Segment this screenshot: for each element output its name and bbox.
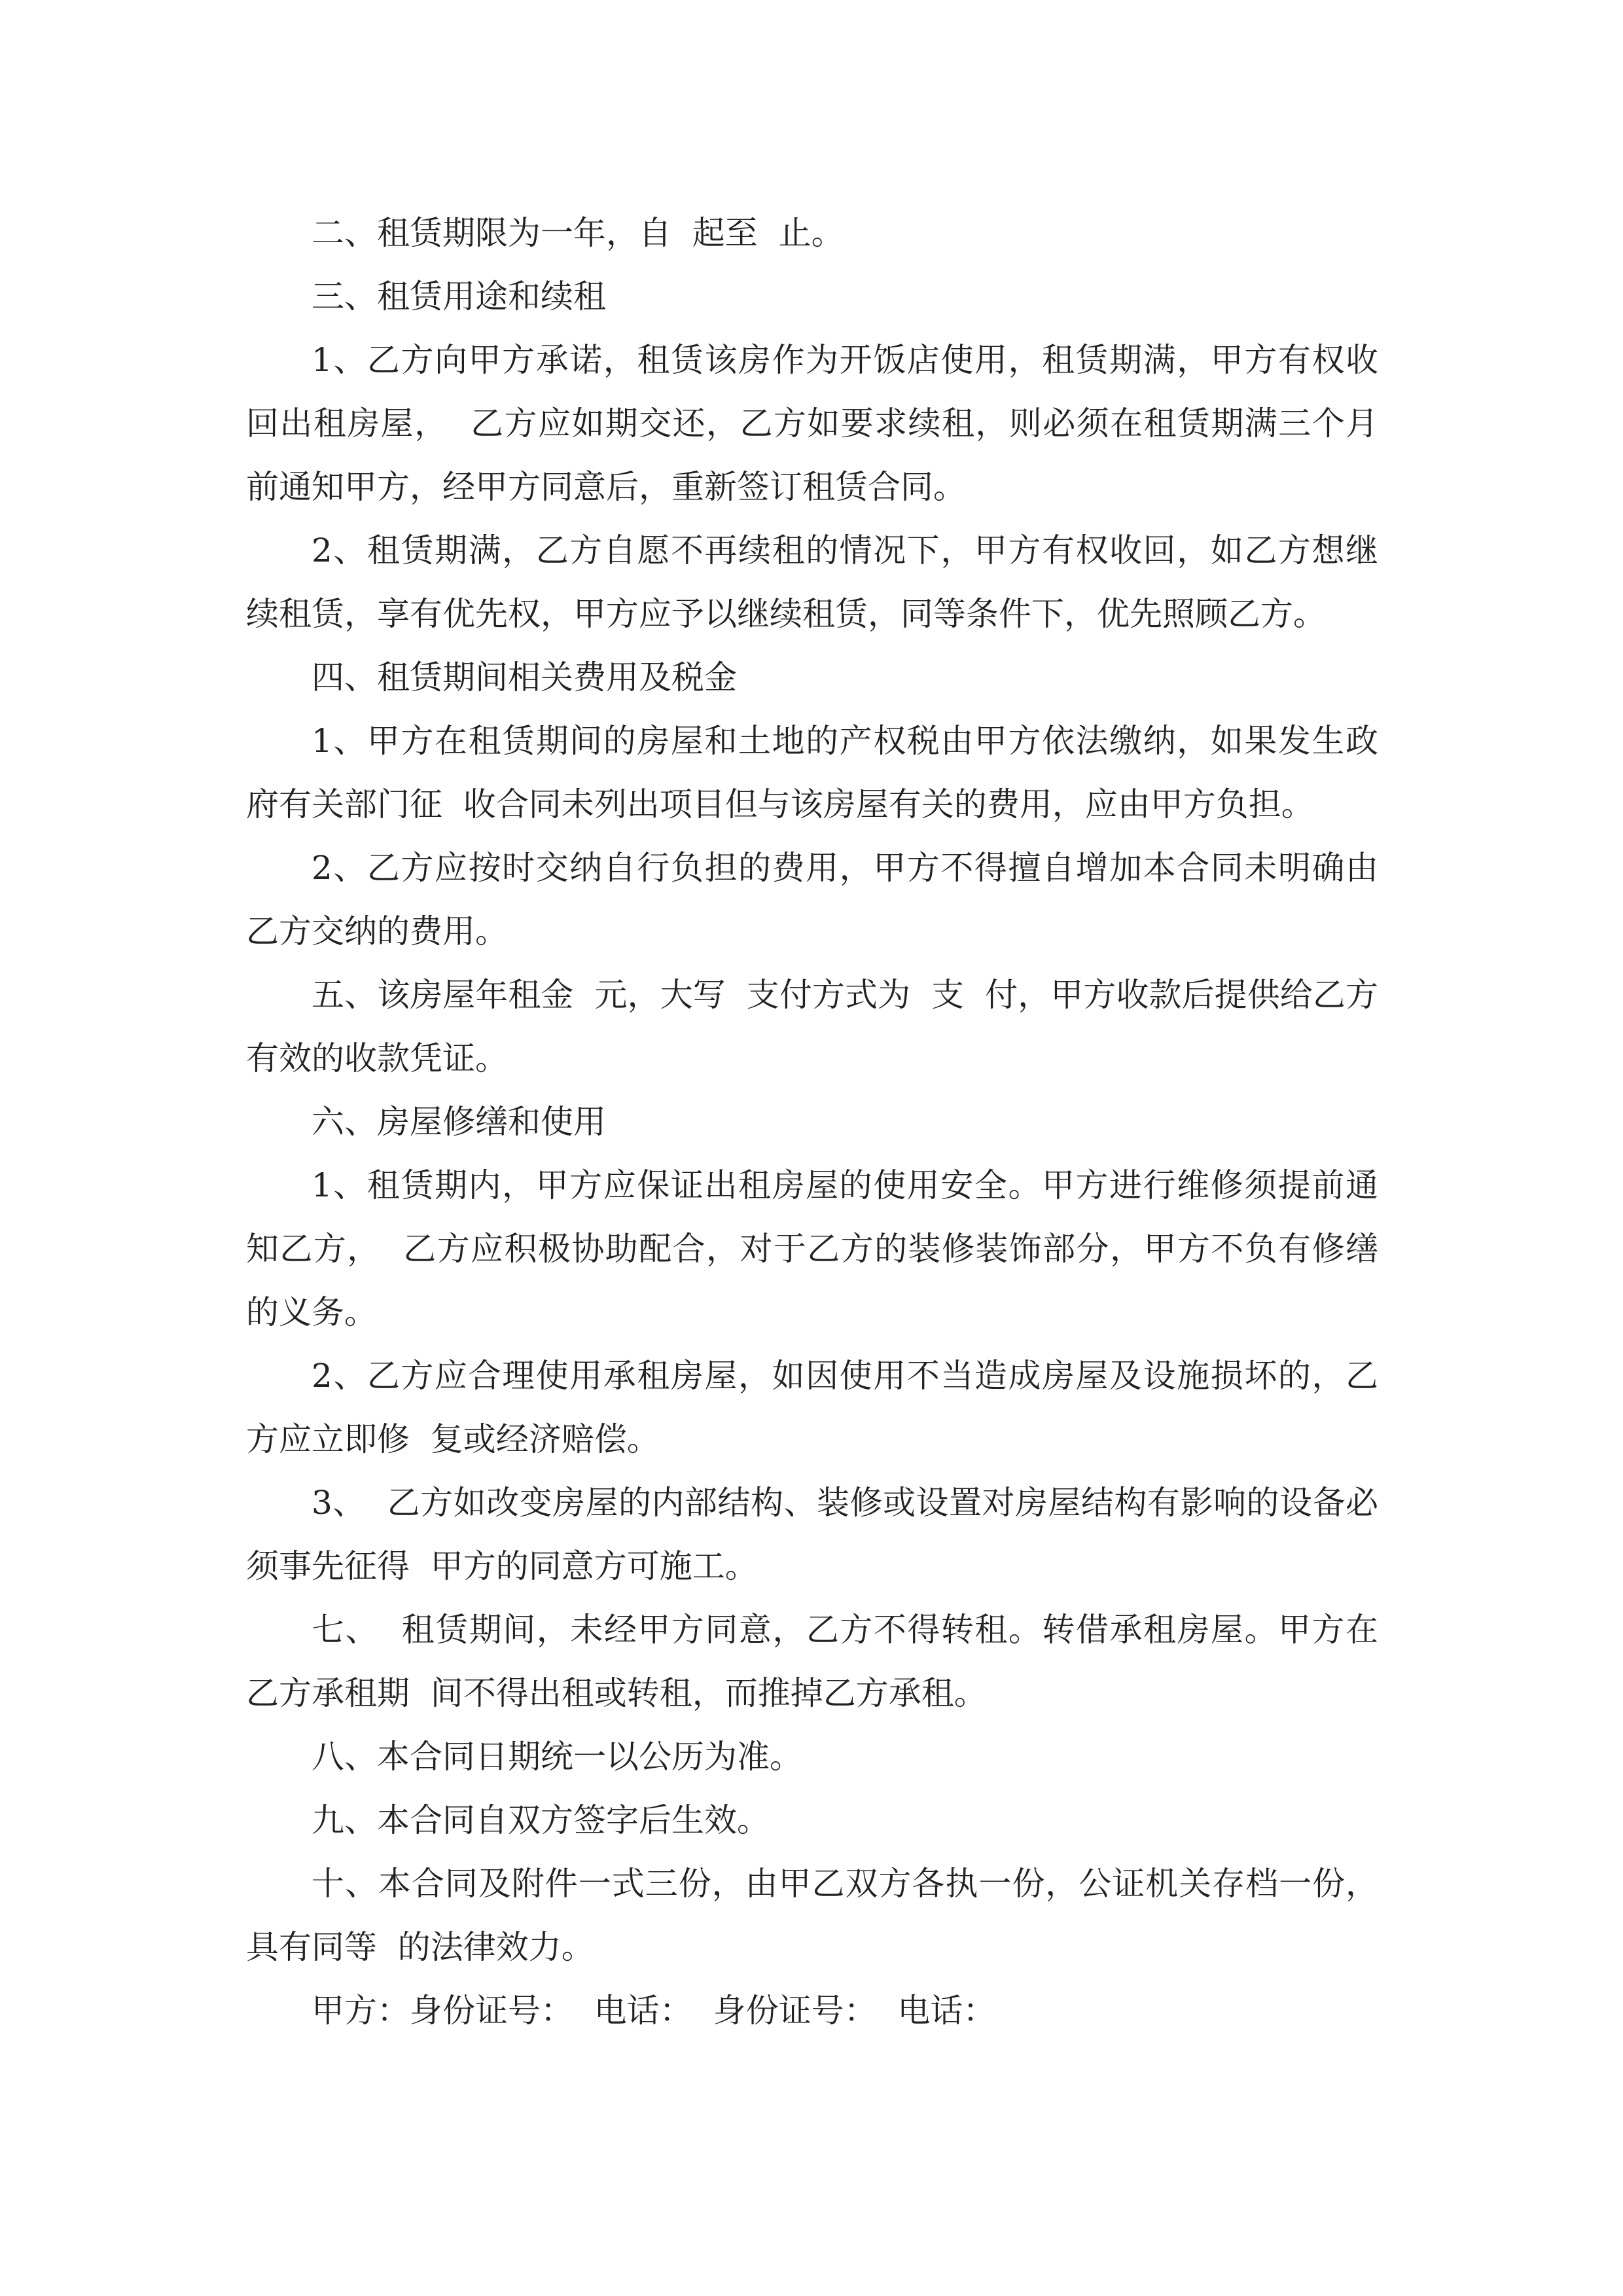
signature-line: 甲方：身份证号： 电话： 身份证号： 电话：: [312, 1992, 996, 2030]
clause-3-2: 2、租赁期满，乙方自愿不再续租的情况下，甲方有权收回，如乙方想继续租赁，享有优先权，甲方应予以继续租赁，同等条件下，优先照顾乙方。: [246, 531, 1378, 633]
clause-6-1: 1、租赁期内，甲方应保证出租房屋的使用安全。甲方进行维修须提前通知乙方， 乙方应积极协助配合，对于乙方的装修装饰部分，甲方不负有修缮的义务。: [246, 1166, 1378, 1331]
clause-rent-payment: 五、该房屋年租金 元，大写 支付方式为 支 付，甲方收款后提供给乙方有效的收款凭证。: [246, 976, 1378, 1077]
clause-calendar: 八、本合同日期统一以公历为准。: [312, 1738, 802, 1776]
heading-fees-taxes: 四、租赁期间相关费用及税金: [312, 658, 737, 696]
heading-repair-use: 六、房屋修缮和使用: [312, 1103, 606, 1141]
clause-lease-term: 二、租赁期限为一年，自 起至 止。: [312, 214, 844, 252]
clause-copies: 十、本合同及附件一式三份，由甲乙双方各执一份，公证机关存档一份，具有同等 的法律效力。: [246, 1865, 1378, 1966]
clause-6-3: 3、 乙方如改变房屋的内部结构、装修或设置对房屋结构有影响的设备必须事先征得 甲方的同意方可施工。: [246, 1484, 1378, 1585]
clause-sublease: 七、 租赁期间，未经甲方同意，乙方不得转租。转借承租房屋。甲方在乙方承租期 间不得出租或转租，而推掉乙方承租。: [246, 1611, 1378, 1712]
clause-effective: 九、本合同自双方签字后生效。: [312, 1801, 770, 1839]
clause-4-1: 1、甲方在租赁期间的房屋和土地的产权税由甲方依法缴纳，如果发生政府有关部门征 收合同未列出项目但与该房屋有关的费用，应由甲方负担。: [246, 722, 1378, 823]
contract-body: [246, 202, 1378, 2043]
clause-3-1: 1、乙方向甲方承诺，租赁该房作为开饭店使用，租赁期满，甲方有权收回出租房屋， 乙方应如期交还，乙方如要求续租，则必须在租赁期满三个月前通知甲方，经甲方同意后，重新签订租赁合同。: [246, 341, 1378, 506]
heading-lease-use-renewal: 三、租赁用途和续租: [312, 278, 606, 315]
clause-4-2: 2、乙方应按时交纳自行负担的费用，甲方不得擅自增加本合同未明确由乙方交纳的费用。: [246, 849, 1378, 950]
clause-6-2: 2、乙方应合理使用承租房屋，如因使用不当造成房屋及设施损坏的，乙方应立即修 复或经济赔偿。: [246, 1357, 1378, 1458]
